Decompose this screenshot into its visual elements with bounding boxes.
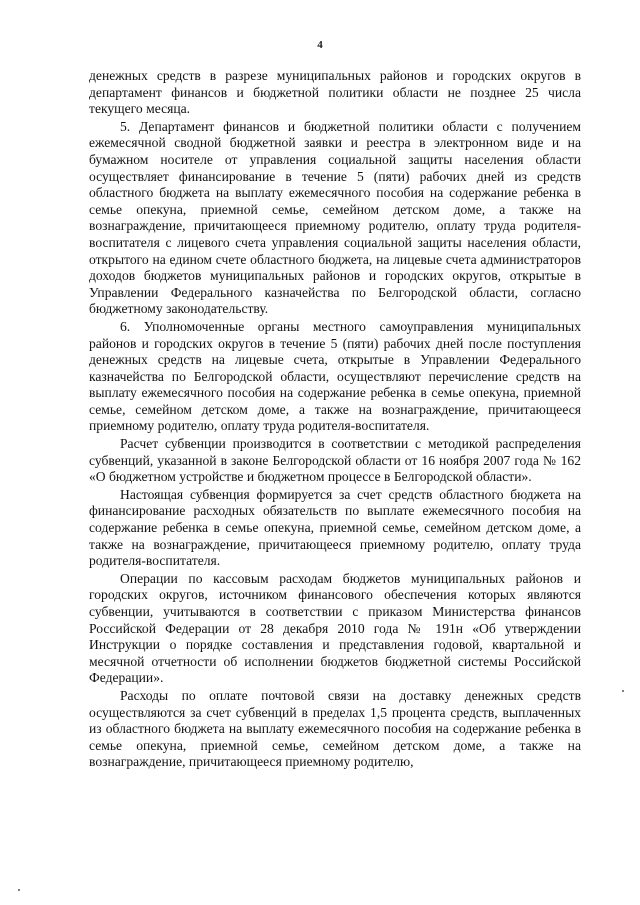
paragraph: 6. Уполномоченные органы местного самоуправления муниципальных районов и городских округов в течение 5 (пяти) рабочих дней после поступления денежных средств на лицевые счета, открытые в Управлении Федерального казначейства по Белгородской области, осуществляют перечисление средств на выплату ежемесячного пособия на содержание ребенка в семье опекуна, приемной семье, семейном детском доме, а также на вознаграждение, причитающееся приемному родителю, оплату труда родителя-воспитателя. xyxy=(89,318,581,434)
paragraph: Настоящая субвенция формируется за счет средств областного бюджета на финансирование расходных обязательств по выплате ежемесячного пособия на содержание ребенка в семье опекуна, приемной семье, семейном детском доме, а также на вознаграждение, причитающееся приемному родителю, оплату труда родителя-воспитателя. xyxy=(89,486,581,569)
scan-artifact xyxy=(18,889,20,891)
paragraph: 5. Департамент финансов и бюджетной политики области с получением ежемесячной сводной бюджетной заявки и реестра в электронном виде и на бумажном носителе от управления социальной защиты населения области осуществляет финансирование в течение 5 (пяти) рабочих дней из средств областного бюджета на выплату ежемесячного пособия на содержание ребенка в семье опекуна, приемной семье, семейном детском доме, а также на вознаграждение, причитающееся приемному родителю, оплату труда родителя-воспитателя с лицевого счета управления социальной защиты населения области, открытого на едином счете областного бюджета, на лицевые счета администраторов доходов бюджетов муниципальных районов и городских округов, открытые в Управлении Федерального казначейства по Белгородской области, согласно бюджетному законодательству. xyxy=(89,118,581,317)
page-number: 4 xyxy=(317,39,323,51)
paragraph: Расходы по оплате почтовой связи на доставку денежных средств осуществляются за счет субвенций в пределах 1,5 процента средств, выплаченных из областного бюджета на выплату ежемесячного пособия на содержание ребенка в семье опекуна, приемной семье, семейном детском доме, а также на вознаграждение, причитающееся приемному родителю, xyxy=(89,687,581,770)
paragraph: Операции по кассовым расходам бюджетов муниципальных районов и городских округов, источником финансового обеспечения которых являются субвенции, учитываются в соответствии с приказом Министерства финансов Российской Федерации от 28 декабря 2010 года № 191н «Об утверждении Инструкции о порядке составления и представления годовой, квартальной и месячной отчетности об исполнении бюджетов бюджетной системы Российской Федерации». xyxy=(89,570,581,686)
paragraph: денежных средств в разрезе муниципальных районов и городских округов в департамент финансов и бюджетной политики области не позднее 25 числа текущего месяца. xyxy=(89,68,581,117)
document-body xyxy=(89,68,581,772)
scan-artifact xyxy=(622,690,624,692)
paragraph: Расчет субвенции производится в соответствии с методикой распределения субвенций, указанной в законе Белгородской области от 16 ноября 2007 года № 162 «О бюджетном устройстве и бюджетном процессе в Белгородской области». xyxy=(89,436,581,485)
